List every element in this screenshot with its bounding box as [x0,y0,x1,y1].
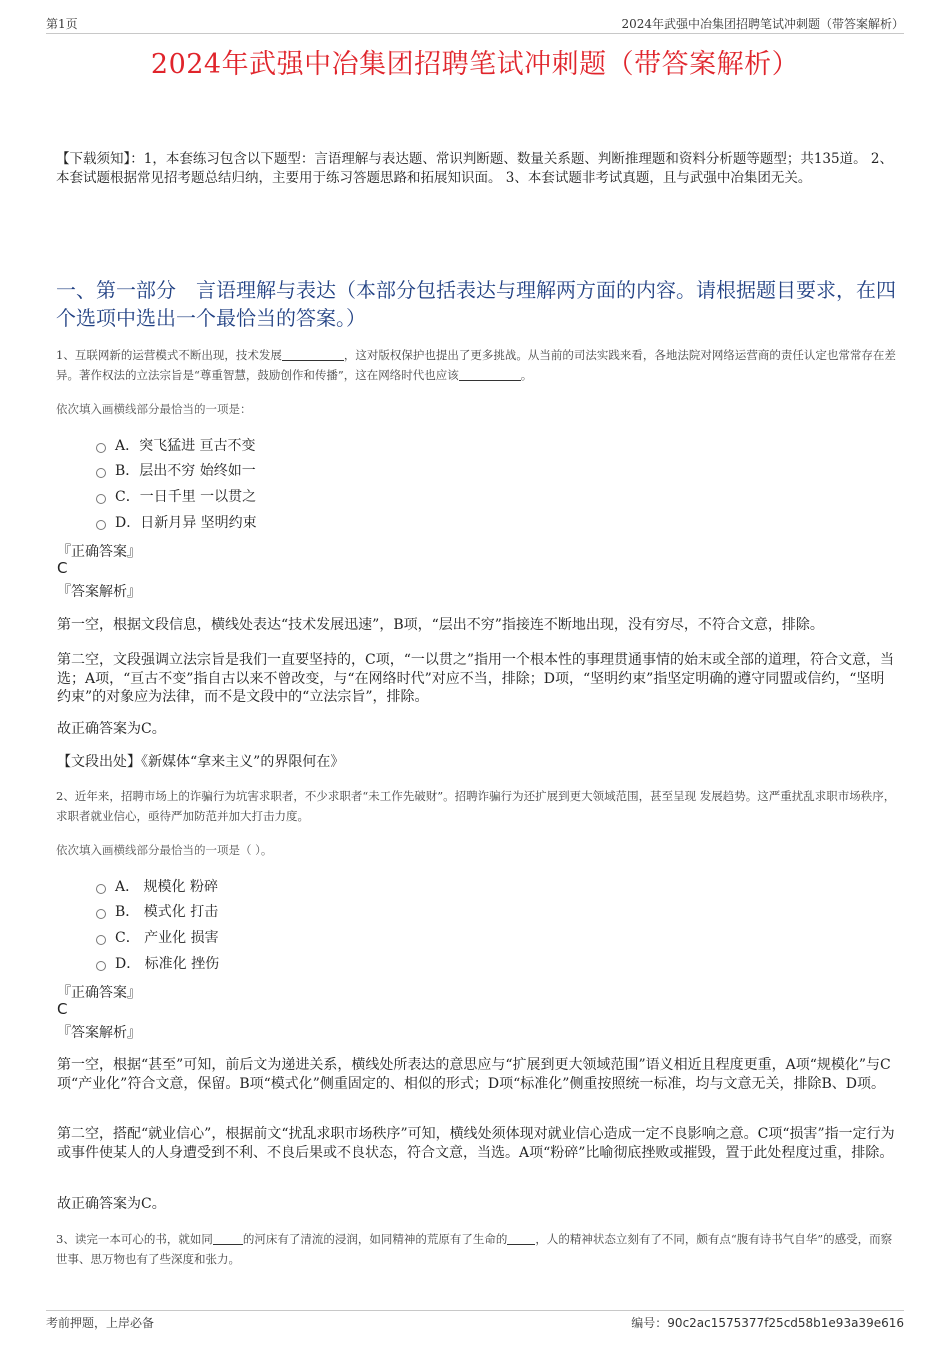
question-2-text: 2、近年来，招聘市场上的诈骗行为坑害求职者，不少求职者“未工作先破财”。招聘诈骗行为还扩展到更大领域范围，甚至呈现 发展趋势。这严重扰乱求职市场秩序， 求职者就业信心，亟待严加防范并加大打击力度。 [56,789,896,823]
page-header [46,13,904,34]
footer-code [631,1314,904,1331]
question-2-option-d[interactable] [96,950,219,976]
radio-icon[interactable] [96,494,106,504]
radio-icon[interactable] [96,935,106,945]
blank-line [459,366,521,381]
question-2-option-c[interactable] [96,924,219,950]
question-1-answer-heading: 『正确答案』 [57,544,141,560]
radio-icon[interactable] [96,961,106,971]
question-3-text-before: 3、读完一本可心的书，就如同 [56,1232,213,1246]
question-2-answer-heading: 『正确答案』 [57,985,141,1001]
question-1-text-middle: ，这对版权保护也提出了更多挑战。从当前的司法实践来看，各地法院对网络运营商的责任认定也常常存在差异。著作权法的立法宗旨是“尊重智慧，鼓励创作和传播”，这在网络时代也应该 [56,348,896,382]
question-2-answer: C [57,1000,68,1018]
question-3-text-middle: 的河床有了清流的浸润，如同精神的荒原有了生命的 [242,1232,508,1246]
question-3-text-after: ，人的精神状态立刻有了不同，颇有点“腹有诗书气自华”的感受，而察世事、思万物也有了些深度和张力。 [56,1232,893,1266]
option-label: A．突飞猛进 亘古不变 [115,437,256,454]
question-2-option-b[interactable] [96,899,219,925]
radio-icon[interactable] [96,520,106,530]
option-label: A． 规模化 粉碎 [115,878,219,895]
footer-slogan: 考前押题，上岸必备 [46,1316,155,1330]
question-1-analysis-heading: 『答案解析』 [57,584,141,600]
question-2-conclusion: 故正确答案为C。 [57,1196,166,1212]
radio-icon[interactable] [96,909,106,919]
question-1-conclusion: 故正确答案为C。 [57,721,166,737]
footer-code-value: 90c2ac1575377f25cd58b1e93a39e616 [667,1316,904,1330]
question-2-options [96,873,219,975]
question-2-prompt: 依次填入画横线部分最恰当的一项是（ ）。 [56,843,273,857]
option-label: B．层出不穷 始终如一 [115,463,256,480]
question-2-analysis-heading: 『答案解析』 [57,1025,141,1041]
download-notice: 【下载须知】：1，本套练习包含以下题型：言语理解与表达题、常识判断题、数量关系题、判断推理题和资料分析题等题型；共135道。 2、本套试题根据常见招考题总结归纳，主要用于练习答题思路和拓展知识面。 3、本套试题非考试真题，且与武强中冶集团无关。 [56,151,893,186]
option-label: B． 模式化 打击 [115,904,219,921]
option-label: C． 产业化 损害 [115,929,219,946]
document-title: 2024年武强中冶集团招聘笔试冲刺题（带答案解析） [150,49,800,80]
question-1-text-after: 。 [520,368,533,382]
section-heading: 一、第一部分 言语理解与表达（本部分包括表达与理解两方面的内容。请根据题目要求，在四个选项中选出一个最恰当的答案。） [56,278,896,330]
radio-icon[interactable] [96,884,106,894]
question-1-option-a[interactable] [96,432,257,458]
blank-line [282,346,344,361]
blank-line [507,1230,535,1245]
question-1-source: 【文段出处】《新媒体“拿来主义”的界限何在》 [57,754,345,770]
page-footer [46,1310,904,1330]
question-1-option-d[interactable] [96,509,257,535]
question-1-option-c[interactable] [96,483,257,509]
blank-line [213,1230,243,1245]
option-label: C．一日千里 一以贯之 [115,488,257,505]
radio-icon[interactable] [96,468,106,478]
question-1-option-b[interactable] [96,458,257,484]
question-1-prompt: 依次填入画横线部分最恰当的一项是： [56,402,252,416]
header-doc-title: 2024年武强中冶集团招聘笔试冲刺题（带答案解析） [621,17,904,31]
radio-icon[interactable] [96,443,106,453]
option-label: D．日新月异 坚明约束 [115,514,257,531]
question-1-options [96,432,257,534]
question-2-option-a[interactable] [96,873,219,899]
question-2-analysis-2: 第二空，搭配“就业信心”，根据前文“扰乱求职市场秩序”可知，横线处须体现对就业信心造成一定不良影响之意。C项“损害”指一定行为或事件使某人的人身遭受到不利、不良后果或不良状态，符合文意，当选。A项“粉碎”比喻彻底挫败或摧毁，置于此处程度过重，排除。 [57,1126,895,1161]
question-3-text [56,1229,896,1269]
question-1-answer: C [57,559,68,577]
question-1-analysis-2: 第二空，文段强调立法宗旨是我们一直要坚持的，C项，“一以贯之”指用一个根本性的事理贯通事情的始末或全部的道理，符合文意，当选；A项，“亘古不变”指自古以来不曾改变，与“在网络时代”对应不当，排除；D项，“坚明约束”指坚定明确的遵守同盟或信约，“坚明约束”的对象应为法律，而不是文段中的“立法宗旨”，排除。 [57,652,895,705]
page-number: 第1页 [46,17,78,31]
question-1-text-before: 1、互联网新的运营模式不断出现，技术发展 [56,348,282,362]
footer-code-label: 编号： [631,1316,668,1330]
question-1-text [56,345,896,385]
question-2-analysis-1: 第一空，根据“甚至”可知，前后文为递进关系，横线处所表达的意思应与“扩展到更大领域范围”语义相近且程度更重，A项“规模化”与C项“产业化”符合文意，保留。B项“模式化”侧重固定的、相似的形式；D项“标准化”侧重按照统一标准，均与文意无关，排除B、D项。 [57,1057,891,1092]
question-1-analysis-1: 第一空，根据文段信息，横线处表达“技术发展迅速”，B项，“层出不穷”指接连不断地出现，没有穷尽，不符合文意，排除。 [57,617,824,633]
option-label: D． 标准化 挫伤 [115,955,220,972]
